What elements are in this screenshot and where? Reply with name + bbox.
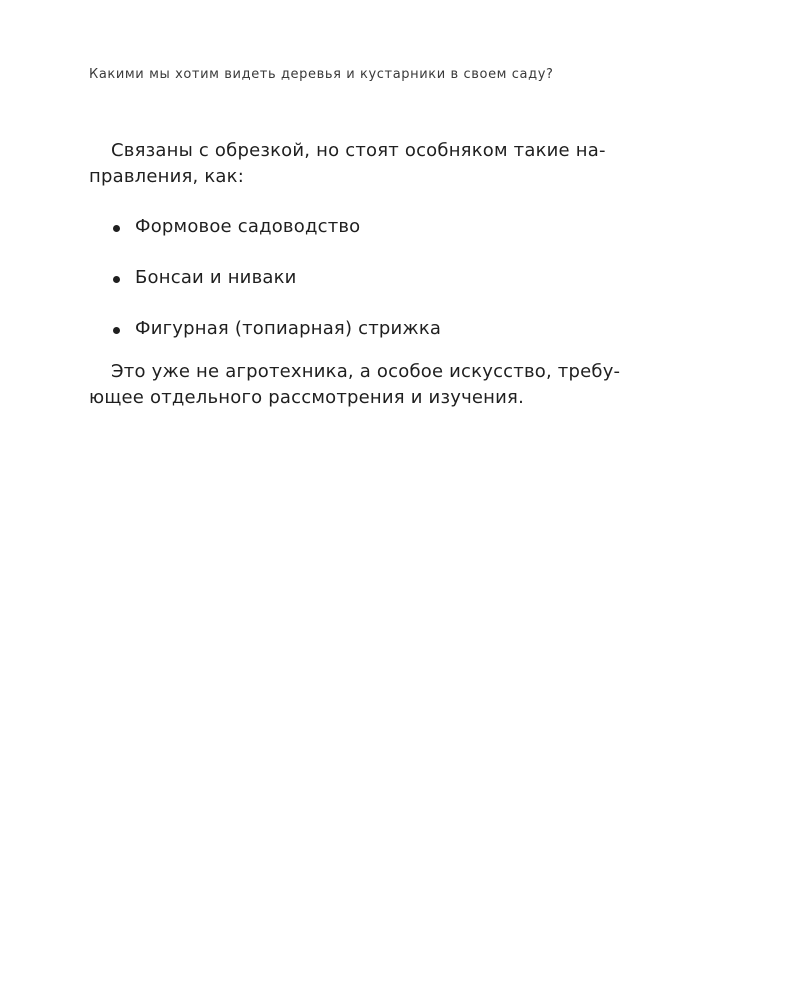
bullet-icon xyxy=(113,225,120,232)
list-item-text: Бонсаи и ниваки xyxy=(135,267,297,288)
list-item-text: Фигурная (топиарная) стрижка xyxy=(135,318,442,339)
list-item xyxy=(89,316,669,342)
paragraph-line: ющее отдельного рассмотрения и изучения. xyxy=(89,387,524,408)
bullet-icon xyxy=(113,327,120,334)
bullet-list xyxy=(89,214,669,342)
paragraph-line: правления, как: xyxy=(89,166,244,187)
running-header: Какими мы хотим видеть деревья и кустарники в своем саду? xyxy=(89,67,554,82)
paragraph-line: Это уже не агротехника, а особое искусство, требу- xyxy=(111,361,621,382)
paragraph-conclusion xyxy=(89,359,669,411)
list-item xyxy=(89,265,669,291)
paragraph-intro xyxy=(89,138,669,190)
list-item-text: Формовое садоводство xyxy=(135,216,361,237)
page-content xyxy=(89,138,669,411)
bullet-icon xyxy=(113,276,120,283)
list-item xyxy=(89,214,669,240)
paragraph-line: Связаны с обрезкой, но стоят особняком такие на- xyxy=(111,140,606,161)
